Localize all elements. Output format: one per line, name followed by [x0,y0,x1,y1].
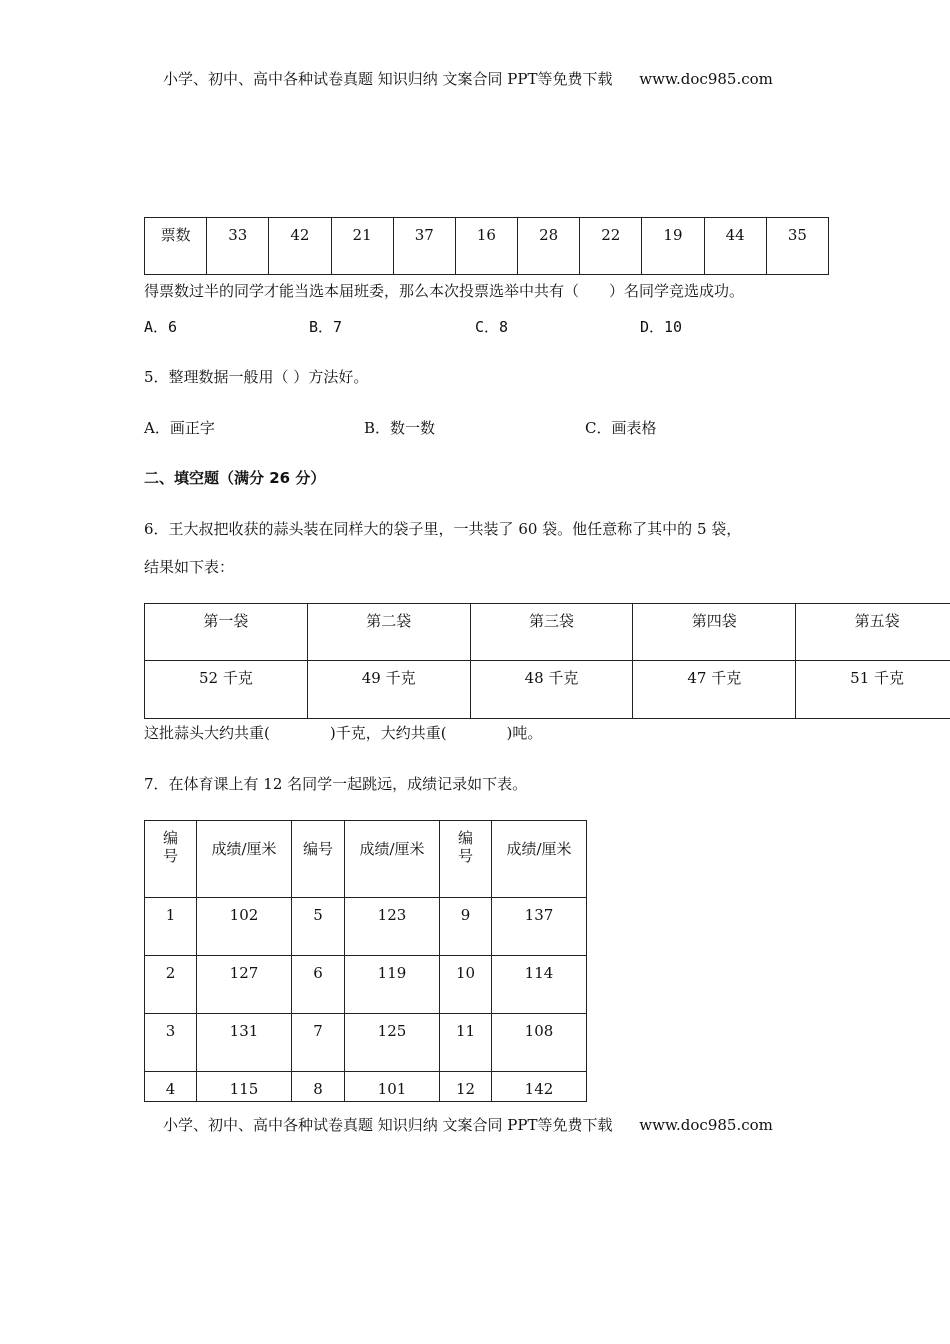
bag-header: 第四袋 [633,604,796,661]
q5-option-a: A．画正字 [144,419,215,437]
cell: 127 [197,956,292,1014]
col-header-score: 成绩/厘米 [345,821,440,898]
cell: 3 [145,1014,197,1072]
cell: 125 [345,1014,440,1072]
cell: 11 [440,1014,492,1072]
table-row [145,898,587,956]
vote-cell: 28 [518,218,580,275]
cell: 123 [345,898,440,956]
bag-header: 第五袋 [796,604,950,661]
cell: 7 [292,1014,345,1072]
cell: 131 [197,1014,292,1072]
col-header-id: 编号 [292,821,345,898]
vote-cell: 21 [331,218,393,275]
table-row [145,956,587,1014]
q4-option-a: A．6 [144,318,178,336]
bag-weight: 48 千克 [470,661,633,719]
q4-text: 得票数过半的同学才能当选本届班委，那么本次投票选举中共有（ ）名同学竞选成功。 [144,282,745,300]
bag-header: 第三袋 [470,604,633,661]
header-url: www.doc985.com [639,70,773,88]
cell: 4 [145,1072,197,1102]
cell: 1 [145,898,197,956]
col-header-id: 编号 [145,821,197,898]
cell: 8 [292,1072,345,1102]
cell: 114 [492,956,587,1014]
q6-line1: 6．王大叔把收获的蒜头装在同样大的袋子里，一共装了 60 袋。他任意称了其中的 5 袋， [144,520,742,538]
cell: 108 [492,1014,587,1072]
bag-weight: 52 千克 [145,661,308,719]
jump-table [144,820,587,1102]
q6-answer: 这批蒜头大约共重( )千克，大约共重( )吨。 [144,724,543,742]
votes-label: 票数 [145,218,207,275]
bag-weight: 49 千克 [307,661,470,719]
cell: 115 [197,1072,292,1102]
cell: 6 [292,956,345,1014]
footer-text: 小学、初中、高中各种试卷真题 知识归纳 文案合同 PPT等免费下载 [163,1116,613,1134]
votes-table [144,217,829,275]
cell: 102 [197,898,292,956]
col-header-id: 编号 [440,821,492,898]
table-row [145,1014,587,1072]
page-header [163,69,773,89]
vote-cell: 37 [393,218,455,275]
cell: 142 [492,1072,587,1102]
section-title: 二、填空题（满分 26 分） [144,469,326,487]
bag-weight: 51 千克 [796,661,950,719]
cell: 101 [345,1072,440,1102]
col-header-score: 成绩/厘米 [197,821,292,898]
vote-cell: 22 [580,218,642,275]
q5-option-b: B．数一数 [364,419,436,437]
table-row [145,1072,587,1102]
cell: 10 [440,956,492,1014]
vote-cell: 42 [269,218,331,275]
cell: 2 [145,956,197,1014]
cell: 9 [440,898,492,956]
bag-header: 第二袋 [307,604,470,661]
vote-cell: 35 [766,218,828,275]
q5-option-c: C．画表格 [585,419,657,437]
page-footer [163,1115,773,1135]
q5-text: 5．整理数据一般用（ ）方法好。 [144,368,369,386]
cell: 119 [345,956,440,1014]
cell: 137 [492,898,587,956]
cell: 12 [440,1072,492,1102]
footer-url: www.doc985.com [639,1116,773,1134]
bag-weight: 47 千克 [633,661,796,719]
vote-cell: 19 [642,218,704,275]
vote-cell: 44 [704,218,766,275]
header-text: 小学、初中、高中各种试卷真题 知识归纳 文案合同 PPT等免费下载 [163,70,613,88]
q7-text: 7．在体育课上有 12 名同学一起跳远，成绩记录如下表。 [144,775,528,793]
q6-line2: 结果如下表： [144,558,235,576]
q4-option-d: D．10 [640,318,683,336]
bag-header: 第一袋 [145,604,308,661]
col-header-score: 成绩/厘米 [492,821,587,898]
cell: 5 [292,898,345,956]
q4-option-c: C．8 [475,318,509,336]
garlic-table [144,603,950,719]
q4-option-b: B．7 [309,318,343,336]
vote-cell: 16 [455,218,517,275]
vote-cell: 33 [207,218,269,275]
